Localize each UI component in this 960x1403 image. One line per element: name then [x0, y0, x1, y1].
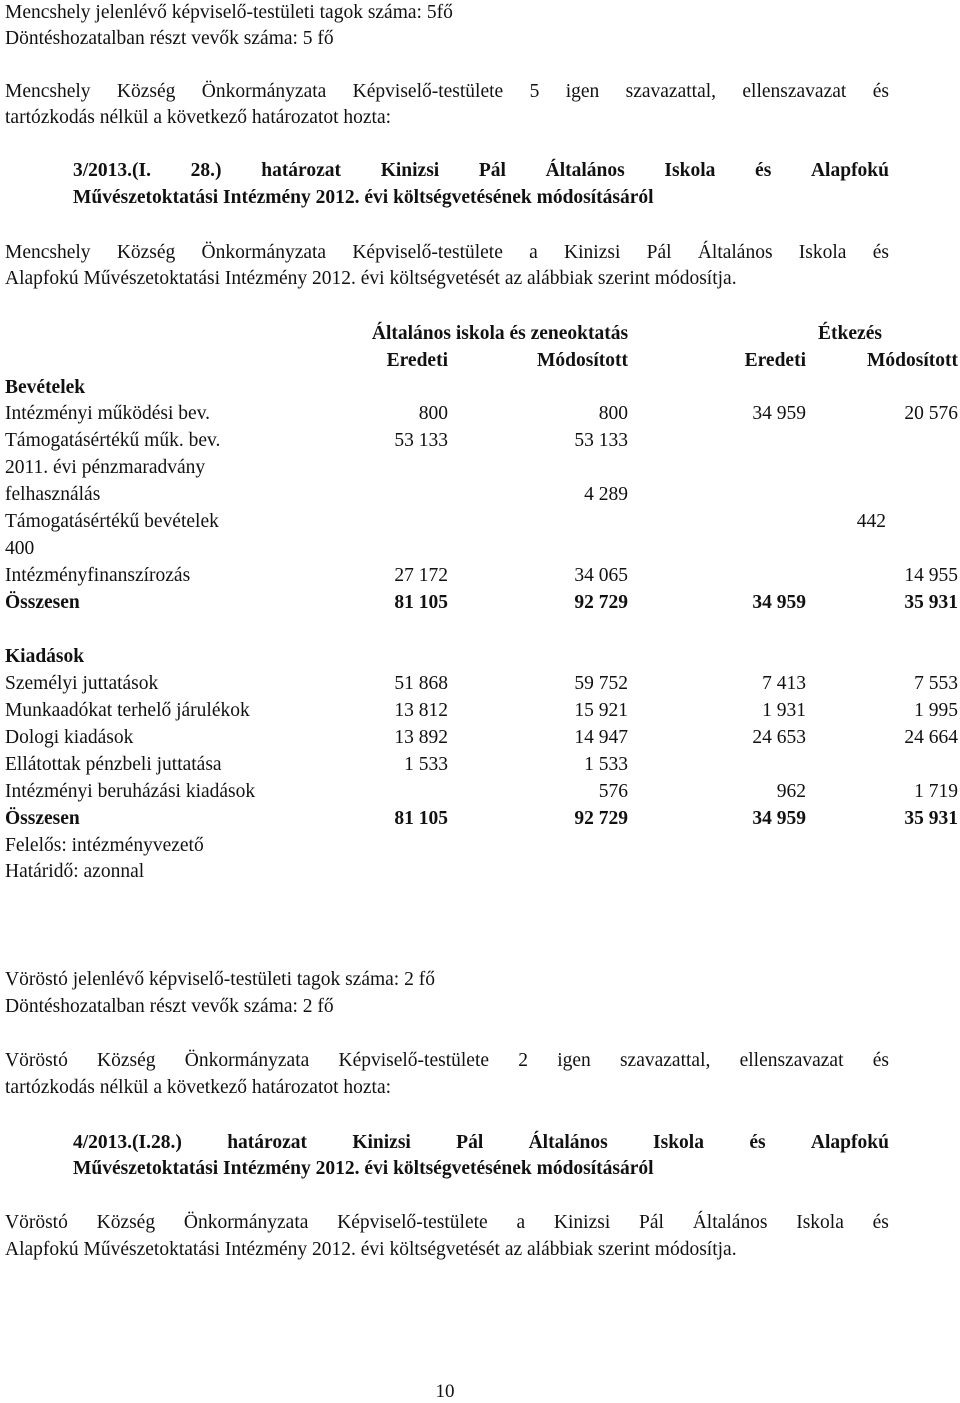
word: és — [872, 81, 889, 102]
cell-value: 59 752 — [574, 673, 628, 694]
word: Kinizsi — [553, 1212, 611, 1233]
group-header-school: Általános iskola és zeneoktatás — [371, 323, 629, 344]
row-label: Ellátottak pénzbeli juttatása — [5, 754, 222, 775]
column-header: Módosított — [867, 350, 958, 371]
cell-value: 15 921 — [574, 700, 628, 721]
resolution-body-continuation: Alapfokú Művészetoktatási Intézmény 2012. évi költségvetését az alábbiak szerint módosítja. — [5, 268, 737, 289]
word: Pál — [639, 1212, 664, 1233]
cell-value: 13 812 — [394, 700, 448, 721]
cell-value: 53 133 — [394, 430, 448, 451]
row-label: Támogatásértékű műk. bev. — [5, 430, 221, 451]
word: Általános — [528, 1132, 608, 1153]
cell-value: 1 995 — [914, 700, 958, 721]
row-label: Dologi kiadások — [5, 727, 134, 748]
row-label: Intézményfinanszírozás — [5, 565, 191, 586]
word: Iskola — [653, 1132, 704, 1153]
word: Iskola — [796, 1212, 844, 1233]
word: Kinizsi — [380, 160, 440, 181]
cell-value: 7 413 — [762, 673, 806, 694]
word: Alapfokú — [810, 1132, 889, 1153]
resolution-body — [5, 240, 889, 266]
word: Általános — [697, 242, 773, 263]
word: Pál — [456, 1132, 484, 1153]
word: Önkormányzata — [201, 242, 327, 263]
cell-value: 14 947 — [574, 727, 628, 748]
resolution-body-2 — [5, 1210, 889, 1236]
total-value: 35 931 — [904, 592, 958, 613]
word: Község — [116, 81, 176, 102]
cell-value: 1 533 — [404, 754, 448, 775]
word: és — [755, 160, 772, 181]
word: Kinizsi — [352, 1132, 411, 1153]
cell-value: 4 289 — [584, 484, 628, 505]
total-value: 34 959 — [752, 592, 806, 613]
expense-heading: Kiadások — [5, 646, 85, 667]
cell-value: 14 955 — [904, 565, 958, 586]
total-value: 35 931 — [904, 808, 958, 829]
row-label: Intézményi beruházási kiadások — [5, 781, 256, 802]
total-value: 92 729 — [574, 808, 628, 829]
cell-value: 51 868 — [394, 673, 448, 694]
total-value: 34 959 — [752, 808, 806, 829]
word: a — [516, 1212, 526, 1233]
word: 3/2013.(I. — [73, 160, 151, 181]
word: Község — [116, 242, 176, 263]
cell-value: 27 172 — [394, 565, 448, 586]
total-value: 81 105 — [394, 808, 448, 829]
word: szavazattal, — [619, 1050, 711, 1071]
row-label: felhasználás — [5, 484, 101, 505]
row-label: Támogatásértékű bevételek — [5, 511, 219, 532]
word: Mencshely — [5, 81, 91, 102]
word: Alapfokú — [810, 160, 889, 181]
row-label: Személyi juttatások — [5, 673, 159, 694]
resolution-title-2-continuation: Művészetoktatási Intézmény 2012. évi költségvetésének módosításáról — [73, 1158, 654, 1179]
cell-value: 34 065 — [574, 565, 628, 586]
word: határozat — [261, 160, 342, 181]
decision-participants: Döntéshozatalban részt vevők száma: 5 fő — [5, 28, 334, 49]
word: Képviselő-testülete — [352, 81, 504, 102]
cell-value: 1 931 — [762, 700, 806, 721]
word: Vöröstó — [5, 1050, 68, 1071]
cell-value: 1 533 — [584, 754, 628, 775]
row-label: 400 — [5, 538, 35, 559]
word: 2 — [518, 1050, 528, 1071]
word: Község — [96, 1212, 156, 1233]
cell-value: 576 — [598, 781, 628, 802]
word: Kinizsi — [564, 242, 621, 263]
word: igen — [565, 81, 600, 102]
word: Képviselő-testülete — [337, 1212, 488, 1233]
word: és — [872, 1050, 889, 1071]
income-heading: Bevételek — [5, 377, 86, 398]
members-present-2: Vöröstó jelenlévő képviselő-testületi tagok száma: 2 fő — [5, 969, 435, 990]
column-header: Eredeti — [386, 350, 448, 371]
column-header: Eredeti — [744, 350, 806, 371]
deadline: Határidő: azonnal — [5, 861, 145, 882]
word: ellenszavazat — [739, 1050, 844, 1071]
cell-value: 442 — [856, 511, 886, 532]
word: ellenszavazat — [742, 81, 847, 102]
column-header: Módosított — [537, 350, 628, 371]
cell-value: 13 892 — [394, 727, 448, 748]
word: határozat — [227, 1132, 307, 1153]
word: 5 — [529, 81, 540, 102]
cell-value: 24 653 — [752, 727, 806, 748]
resolution-title-2 — [73, 1130, 889, 1156]
word: Pál — [478, 160, 506, 181]
word: igen — [557, 1050, 591, 1071]
row-label: Intézményi működési bev. — [5, 403, 211, 424]
word: Mencshely — [5, 242, 91, 263]
word: Képviselő-testülete — [352, 242, 503, 263]
word: 4/2013.(I.28.) — [73, 1132, 182, 1153]
responsible: Felelős: intézményvezető — [5, 835, 204, 856]
word: Pál — [646, 242, 672, 263]
cell-value: 962 — [776, 781, 806, 802]
members-present: Mencshely jelenlévő képviselő-testületi tagok száma: 5fő — [5, 2, 453, 23]
cell-value: 7 553 — [914, 673, 958, 694]
total-value: 81 105 — [394, 592, 448, 613]
word: 28.) — [190, 160, 222, 181]
vote-line — [5, 79, 889, 105]
word: Önkormányzata — [183, 1212, 309, 1233]
cell-value: 800 — [598, 403, 628, 424]
vote-line-2 — [5, 1048, 889, 1074]
decision-participants-2: Döntéshozatalban részt vevők száma: 2 fő — [5, 996, 334, 1017]
resolution-title-continuation: Művészetoktatási Intézmény 2012. évi költségvetésének módosításáról — [73, 187, 654, 208]
word: és — [872, 242, 889, 263]
cell-value: 34 959 — [752, 403, 806, 424]
word: szavazattal, — [625, 81, 717, 102]
cell-value: 1 719 — [914, 781, 958, 802]
word: Önkormányzata — [201, 81, 327, 102]
expense-total-label: Összesen — [5, 808, 80, 829]
group-header-catering: Étkezés — [818, 323, 882, 344]
resolution-body-2-continuation: Alapfokú Művészetoktatási Intézmény 2012. évi költségvetését az alábbiak szerint módosítja. — [5, 1239, 737, 1260]
word: Általános — [545, 160, 625, 181]
row-label: Munkaadókat terhelő járulékok — [5, 700, 250, 721]
word: Önkormányzata — [184, 1050, 310, 1071]
word: a — [529, 242, 538, 263]
word: Iskola — [798, 242, 847, 263]
vote-line-2-continuation: tartózkodás nélkül a következő határozatot hozta: — [5, 1077, 392, 1098]
word: Általános — [692, 1212, 768, 1233]
row-label: 2011. évi pénzmaradvány — [5, 457, 206, 478]
page-number: 10 — [435, 1381, 455, 1402]
word: Vöröstó — [5, 1212, 68, 1233]
word: Képviselő-testülete — [338, 1050, 490, 1071]
cell-value: 20 576 — [904, 403, 958, 424]
word: és — [872, 1212, 889, 1233]
total-value: 92 729 — [574, 592, 628, 613]
cell-value: 800 — [418, 403, 448, 424]
word: Iskola — [664, 160, 716, 181]
word: Község — [97, 1050, 156, 1071]
word: és — [749, 1132, 766, 1153]
resolution-title — [73, 158, 889, 184]
income-total-label: Összesen — [5, 592, 80, 613]
cell-value: 24 664 — [904, 727, 958, 748]
cell-value: 53 133 — [574, 430, 628, 451]
vote-line-continuation: tartózkodás nélkül a következő határozatot hozta: — [5, 107, 392, 128]
